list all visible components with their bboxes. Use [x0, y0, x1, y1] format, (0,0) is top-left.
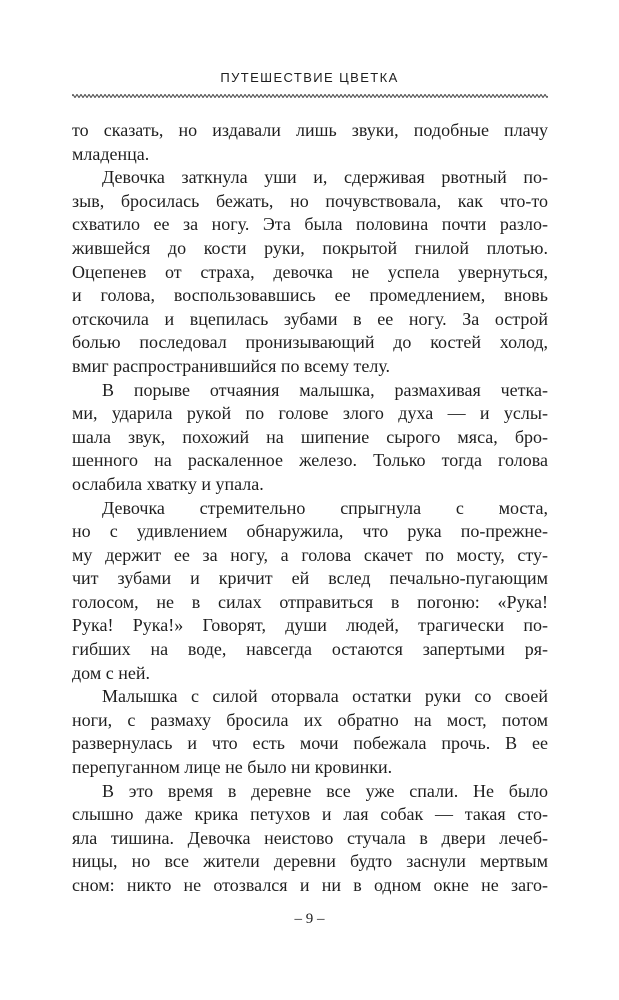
text-line: Малышка с силой оторвала остатки руки со своей [102, 686, 548, 707]
text-line: и голова, воспользовавшись ее промедлением, вновь [72, 285, 548, 306]
text-line: Девочка заткнула уши и, сдерживая рвотный по- [102, 167, 548, 188]
text-line: младенца. [72, 143, 150, 164]
text-line: зыв, бросилась бежать, но почувствовала, как что-то [72, 190, 548, 211]
text-line: сном: никто не отозвался и ни в одном окне не заго- [72, 875, 548, 895]
page-number: – 9 – [294, 911, 325, 927]
text-line: яла тишина. Девочка неистово стучала в двери лечеб- [72, 827, 548, 848]
text-line: В порыве отчаяния малышка, размахивая четка- [102, 379, 548, 400]
body-text [72, 119, 548, 898]
text-line: но с удивлением обнаружила, что рука по-прежне- [72, 521, 548, 542]
text-line: чит зубами и кричит ей вслед печально-пугающим [72, 568, 548, 589]
text-line: схватило ее за ногу. Эта была половина почти разло- [72, 214, 548, 235]
text-line: развернулась и что есть мочи побежала прочь. В ее [72, 733, 548, 754]
text-line: ми, ударила рукой по голове злого духа — и услы- [72, 403, 548, 424]
text-line: перепуганном лице не было ни кровинки. [72, 757, 393, 778]
text-line: Рука! Рука!» Говорят, души людей, трагически по- [72, 615, 548, 636]
wavy-rule-divider [72, 92, 548, 100]
text-line: голосом, не в силах отправиться в погоню: «Рука! [72, 591, 548, 612]
text-line: ноги, с размаху бросила их обратно на мост, потом [72, 709, 548, 730]
text-line: му держит ее за ногу, а голова скачет по мосту, сту- [72, 544, 548, 565]
text-line: ослабила хватку и упала. [72, 473, 264, 494]
text-line: дом с ней. [72, 662, 150, 683]
text-line: шала звук, похожий на шипение сырого мяса, бро- [72, 426, 548, 447]
text-line: то сказать, но издавали лишь звуки, подобные плачу [72, 120, 548, 140]
running-head: ПУТЕШЕСТВИЕ ЦВЕТКА [220, 70, 399, 85]
text-line: ницы, но все жители деревни будто заснули мертвым [72, 851, 548, 872]
text-line: В это время в деревне все уже спали. Не было [102, 780, 548, 801]
text-line: вмиг распространившийся по всему телу. [72, 355, 391, 376]
text-line: жившейся до кости руки, покрытой гнилой плотью. [72, 237, 548, 258]
text-line: Девочка стремительно спрыгнула с моста, [102, 497, 548, 518]
text-line: шенного на раскаленное железо. Только тогда голова [72, 450, 548, 471]
text-line: болью последовал пронизывающий до костей холод, [72, 332, 548, 353]
text-line: гибших на воде, навсегда остаются запертыми ря- [72, 639, 548, 660]
text-line: слышно даже крика петухов и лая собак — такая сто- [72, 804, 548, 825]
text-line: Оцепенев от страха, девочка не успела увернуться, [72, 261, 548, 282]
text-line: отскочила и вцепилась зубами в ее ногу. За острой [72, 308, 548, 329]
